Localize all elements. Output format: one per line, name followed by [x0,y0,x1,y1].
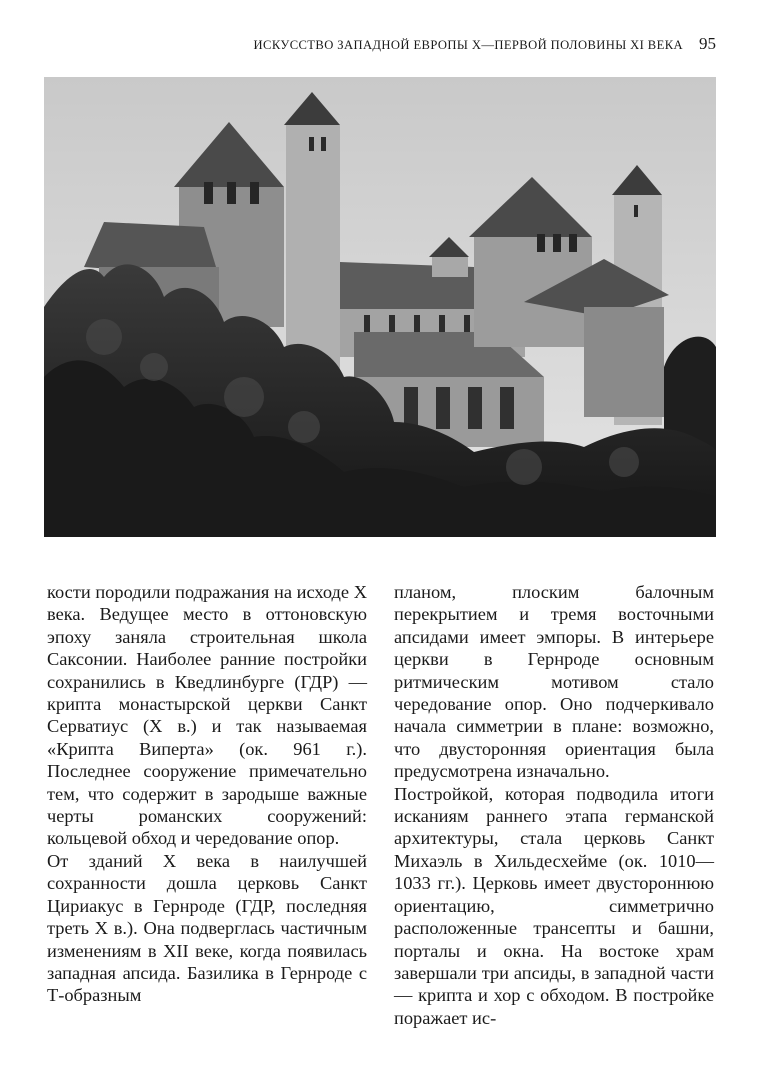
paragraph: Постройкой, которая подводила итоги исканиям раннего этапа германской архитектуры, стала церковь Санкт Михаэль в Хильдесхейме (ок. 1010—1033 гг.). Церковь имеет двустороннюю ориентацию, симметрично расположенные трансепты и башни, порталы и окна. На востоке храм завершали три апсиды, в западной части — крипта и хор с обходом. В постройке поражает ис- [394,783,714,1028]
running-header [44,34,716,58]
paragraph: От зданий X века в наилучшей сохранности дошла церковь Санкт Цириакус в Гернроде (ГДР, последняя треть X в.). Она подверглась частичным изменениям в XII веке, когда появилась западная апсида. Базилика в Гернроде с Т-образным [47,850,367,1006]
running-title: ИСКУССТВО ЗАПАДНОЙ ЕВРОПЫ X—ПЕРВОЙ ПОЛОВИНЫ XI ВЕКА [253,38,683,52]
text-column-left [47,581,367,1007]
paragraph: планом, плоским балочным перекрытием и тремя восточными апсидами имеет эмпоры. В интерьере церкви в Гернроде основным ритмическим мотивом стало чередование опор. Оно подчеркивало начала симметрии в плане: возможно, что двусторонняя ориентация была предусмотрена изначально. [394,582,714,782]
page-number: 95 [699,34,716,53]
church-photo-drawing [44,77,716,537]
paragraph: кости породили подражания на исходе X века. Ведущее место в оттоновскую эпоху заняла строительная школа Саксонии. Наиболее ранние постройки сохранились в Кведлинбурге (ГДР) — крипта монастырской церкви Санкт Серватиус (X в.) и так называемая «Крипта Виперта» (ок. 961 г.). Последнее сооружение примечательно тем, что содержит в зародыше важные черты романских сооружений: кольцевой обход и чередование опор. [47,582,367,849]
church-photograph [44,77,716,537]
text-column-right [394,581,714,1029]
